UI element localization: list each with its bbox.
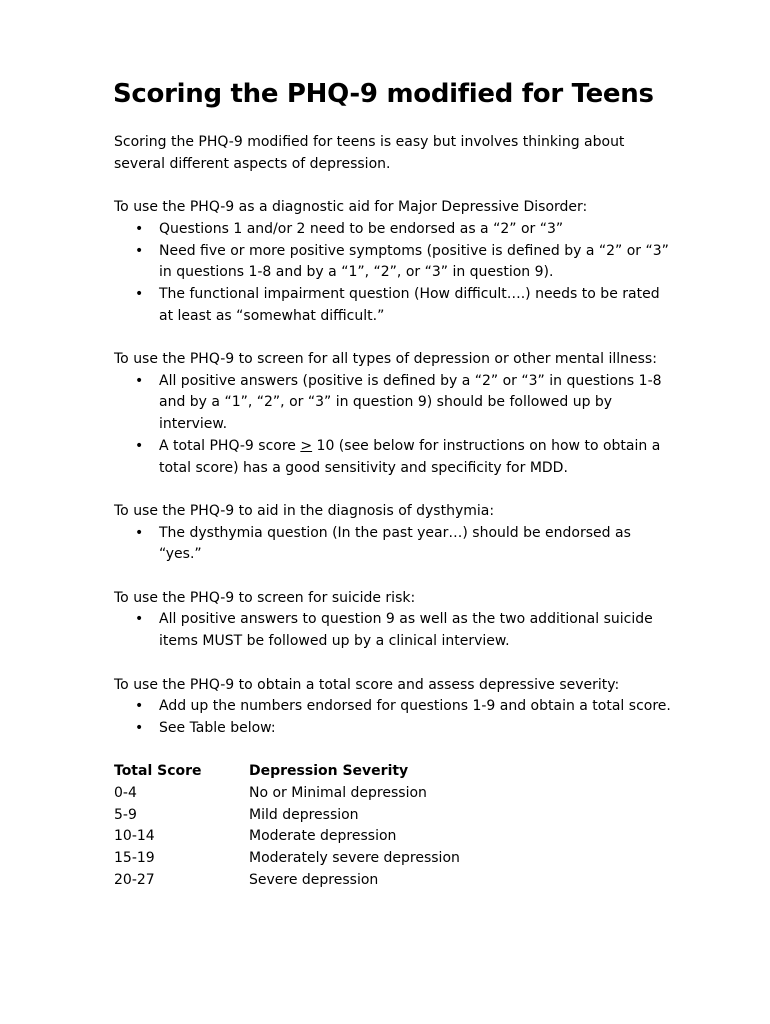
table-header-row [114,761,674,783]
greater-equal-symbol: > [300,437,313,454]
list-item-text: 10 (see below for instructions on how to obtain a total score) has a good sensitivity and specificity for MDD. [159,437,661,476]
intro-paragraph: Scoring the PHQ-9 modified for teens is easy but involves thinking about several different aspects of depression. [114,134,625,172]
severity-table [114,761,674,891]
bullet-list-suicide [114,609,674,652]
list-item: • See Table below: [114,718,674,740]
table-row [114,805,674,827]
section-lead-mdd: To use the PHQ-9 as a diagnostic aid for Major Depressive Disorder: [114,199,588,216]
severity-cell: Severe depression [249,871,379,888]
list-item: • Questions 1 and/or 2 need to be endorsed as a “2” or “3” [114,219,674,241]
bullet-list-mdd [114,219,674,328]
severity-cell: No or Minimal depression [249,784,427,801]
score-cell: 0-4 [114,784,137,801]
list-item: • All positive answers to question 9 as well as the two additional suicide items MUST be followed up by a clinical interview. [114,609,674,652]
severity-cell: Moderate depression [249,828,397,845]
section-lead-dysthymia: To use the PHQ-9 to aid in the diagnosis of dysthymia: [114,502,495,519]
list-item: • The functional impairment question (How difficult….) needs to be rated at least as “somewhat difficult.” [114,284,674,327]
list-item: • All positive answers (positive is defined by a “2” or “3” in questions 1-8 and by a “1”, “2”, or “3” in question 9) should be followed up by interview. [114,371,674,436]
column-header-total-score: Total Score [114,763,202,780]
list-item: • Need five or more positive symptoms (positive is defined by a “2” or “3” in questions 1-8 and by a “1”, “2”, or “3” in question 9). [114,241,674,284]
page-title: Scoring the PHQ-9 modified for Teens [113,79,654,109]
table-row [114,826,674,848]
section-lead-screen: To use the PHQ-9 to screen for all types of depression or other mental illness: [114,351,657,367]
bullet-list-dysthymia [114,523,674,566]
score-cell: 20-27 [114,871,155,888]
score-cell: 10-14 [114,828,155,845]
column-header-severity: Depression Severity [249,763,409,780]
section-lead-suicide: To use the PHQ-9 to screen for suicide risk: [114,589,416,606]
list-item: • Add up the numbers endorsed for questions 1-9 and obtain a total score. [114,696,674,718]
table-row [114,783,674,805]
list-item-text: A total PHQ-9 score [159,437,301,454]
severity-cell: Mild depression [249,806,359,823]
bullet-list-severity [114,696,674,739]
score-cell: 5-9 [114,806,137,823]
bullet-list-screen [114,371,674,480]
table-row [114,848,674,870]
section-lead-severity: To use the PHQ-9 to obtain a total score and assess depressive severity: [114,676,620,693]
document-body [114,132,674,891]
severity-cell: Moderately severe depression [249,850,460,867]
list-item [114,436,674,479]
table-row [114,870,674,892]
score-cell: 15-19 [114,850,155,867]
list-item: • The dysthymia question (In the past year…) should be endorsed as “yes.” [114,523,674,566]
